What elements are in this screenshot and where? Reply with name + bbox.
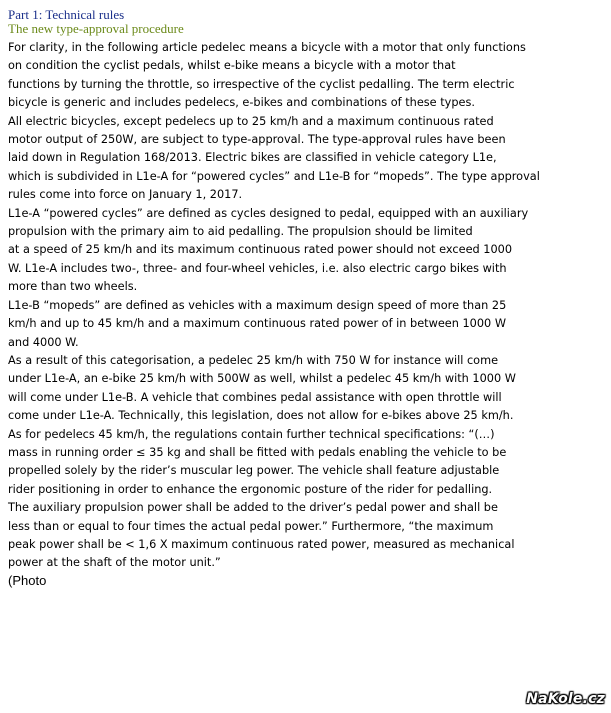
text-line: rules come into force on January 1, 2017. <box>8 188 243 202</box>
article-body <box>8 39 608 573</box>
site-watermark: NaKole.cz <box>526 691 605 707</box>
text-line: laid down in Regulation 168/2013. Electric bikes are classified in vehicle category L1e, <box>8 151 497 165</box>
photo-caption-fragment: (Photo <box>8 572 47 588</box>
text-line: will come under L1e-B. A vehicle that combines pedal assistance with open throttle will <box>8 390 502 404</box>
text-line: which is subdivided in L1e-A for “powered cycles” and L1e-B for “mopeds”. The type approval <box>8 169 540 183</box>
text-line: The auxiliary propulsion power shall be added to the driver’s pedal power and shall be <box>8 501 498 515</box>
text-line: at a speed of 25 km/h and its maximum continuous rated power should not exceed 1000 <box>8 243 513 257</box>
text-line: rider positioning in order to enhance the ergonomic posture of the rider for pedalling. <box>8 482 493 496</box>
section-title: The new type-approval procedure <box>8 21 184 36</box>
text-line: on condition the cyclist pedals, whilst e-bike means a bicycle with a motor that <box>8 59 456 73</box>
text-line: propelled solely by the rider’s muscular leg power. The vehicle shall feature adjustable <box>8 464 500 478</box>
text-line: motor output of 250W, are subject to type-approval. The type-approval rules have been <box>8 133 506 147</box>
text-line: peak power shall be < 1,6 X maximum continuous rated power, measured as mechanical <box>8 537 515 551</box>
text-line: mass in running order ≤ 35 kg and shall be fitted with pedals enabling the vehicle to be <box>8 445 507 459</box>
document-page <box>8 8 608 588</box>
text-line: km/h and up to 45 km/h and a maximum continuous rated power of in between 1000 W <box>8 317 506 331</box>
text-line: L1e-B “mopeds” are defined as vehicles with a maximum design speed of more than 25 <box>8 298 507 312</box>
text-line: As a result of this categorisation, a pedelec 25 km/h with 750 W for instance will come <box>8 353 499 367</box>
text-line: For clarity, in the following article pedelec means a bicycle with a motor that only functions <box>8 41 526 54</box>
text-line: under L1e-A, an e-bike 25 km/h with 500W as well, whilst a pedelec 45 km/h with 1000 W <box>8 372 516 386</box>
text-line: L1e-A “powered cycles” are defined as cycles designed to pedal, equipped with an auxiliary <box>8 206 529 220</box>
text-line: less than or equal to four times the actual pedal power.” Furthermore, “the maximum <box>8 519 494 533</box>
part-title: Part 1: Technical rules <box>8 7 125 22</box>
text-line: functions by turning the throttle, so irrespective of the cyclist pedalling. The term electric <box>8 77 515 91</box>
text-line: more than two wheels. <box>8 280 138 294</box>
text-line: and 4000 W. <box>8 335 79 349</box>
text-line: propulsion with the primary aim to aid pedalling. The propulsion should be limited <box>8 225 473 239</box>
text-line: As for pedelecs 45 km/h, the regulations contain further technical specifications: “(…) <box>8 427 495 441</box>
text-line: come under L1e-A. Technically, this legislation, does not allow for e-bikes above 25 km/h. <box>8 409 514 423</box>
text-line: All electric bicycles, except pedelecs up to 25 km/h and a maximum continuous rated <box>8 114 494 128</box>
text-line: power at the shaft of the motor unit.” <box>8 556 221 570</box>
text-line: W. L1e-A includes two-, three- and four-wheel vehicles, i.e. also electric cargo bikes with <box>8 261 507 275</box>
text-line: bicycle is generic and includes pedelecs, e-bikes and combinations of these types. <box>8 96 475 110</box>
